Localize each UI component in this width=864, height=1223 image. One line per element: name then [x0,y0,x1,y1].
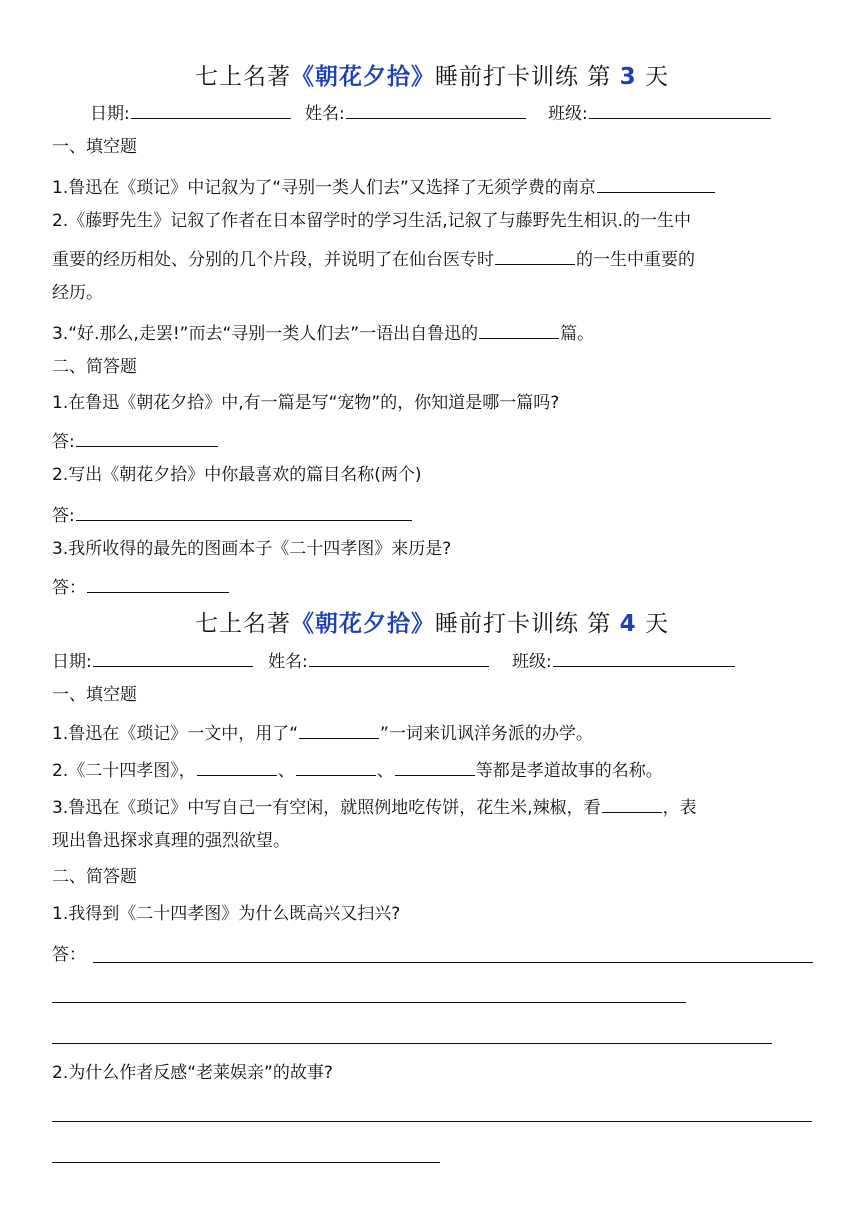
sheet2-section-short: 二、简答题 [52,867,137,887]
question-text: 篇。 [560,324,595,344]
sheet1-answer-2 [52,502,814,527]
sheet1-class-field[interactable] [548,100,772,125]
sheet1-question-1 [52,174,814,199]
answer-blank[interactable] [76,428,218,447]
name-label: 姓名: [268,652,308,672]
question-text: 3.鲁迅在《琐记》中写自己一有空闲，就照例地吃传饼，花生米,辣椒，看 [52,798,601,818]
title-day-number: 3 [619,64,637,90]
title-book: 《朝花夕拾》 [291,611,436,637]
date-blank[interactable] [93,648,253,667]
name-label: 姓名: [305,104,345,124]
sheet1-name-field[interactable] [305,100,527,125]
sheet2-question-1 [52,720,814,745]
answer-line[interactable] [52,1002,686,1003]
sheet1-short-question-1: 1.在鲁迅《朝花夕拾》中,有一篇是写“宠物”的，你知道是哪一篇吗? [52,393,560,413]
answer-blank[interactable] [597,174,715,193]
sheet2-class-field[interactable] [512,648,736,673]
sheet1-answer-1 [52,428,814,453]
sheet2-date-field[interactable] [52,648,254,673]
title-suffix: 天 [644,611,669,637]
sheet1-date-field[interactable] [90,100,292,125]
sheet2-question-2 [52,757,814,782]
class-label: 班级: [512,652,552,672]
sheet1-section-fill: 一、填空题 [52,137,137,157]
date-blank[interactable] [131,100,291,119]
title-middle: 睡前打卡训练 第 [435,64,612,90]
answer-blank[interactable] [479,320,559,339]
name-blank[interactable] [309,648,489,667]
answer-blank[interactable] [76,502,412,521]
sheet1-question-3 [52,320,814,345]
separator: 、 [277,761,295,781]
title-prefix: 七上名著 [195,64,292,90]
sheet2-question-3-line1 [52,794,814,819]
answer-blank[interactable] [299,720,379,739]
question-text: 3.“好.那么,走罢!”而去“寻别一类人们去”一语出自鲁迅的 [52,324,479,344]
title-suffix: 天 [644,64,669,90]
sheet2-title [0,605,864,638]
sheet1-question-2-line2 [52,246,814,271]
question-text: 的一生中重要的 [576,250,695,270]
sheet2-short-question-1: 1.我得到《二十四孝图》为什么既高兴又扫兴? [52,904,401,924]
answer-line[interactable] [52,1043,772,1044]
sheet2-short-question-2: 2.为什么作者反感“老莱娱亲”的故事? [52,1063,333,1083]
question-text: ，表 [662,798,697,818]
class-blank[interactable] [589,100,771,119]
sheet2-name-field[interactable] [268,648,490,673]
question-text: 等都是孝道故事的名称。 [475,761,663,781]
answer-label: 答: [52,506,75,526]
answer-blank[interactable] [296,757,376,776]
title-middle: 睡前打卡训练 第 [435,611,612,637]
answer-blank[interactable] [395,757,475,776]
sheet1-question-2-line3: 经历。 [52,283,103,303]
question-text: ”一词来讥讽洋务派的办学。 [380,724,593,744]
answer-line[interactable] [93,962,813,963]
sheet1-question-2-line1: 2.《藤野先生》记叙了作者在日本留学时的学习生活,记叙了与藤野先生相识.的一生中 [52,211,692,231]
date-label: 日期: [52,652,92,672]
class-blank[interactable] [553,648,735,667]
answer-line[interactable] [52,1162,440,1163]
answer-label: 答： [52,578,86,598]
title-prefix: 七上名著 [195,611,292,637]
date-label: 日期: [90,104,130,124]
answer-label: 答: [52,432,75,452]
sheet2-answer-1-label: 答： [52,945,86,965]
sheet1-title [0,58,864,91]
title-book: 《朝花夕拾》 [291,64,436,90]
sheet2-section-fill: 一、填空题 [52,685,137,705]
answer-blank[interactable] [197,757,277,776]
separator: 、 [376,761,394,781]
class-label: 班级: [548,104,588,124]
sheet1-short-question-3: 3.我所收得的最先的图画本子《二十四孝图》来历是? [52,539,452,559]
question-text: 1.鲁迅在《琐记》一文中，用了“ [52,724,299,744]
question-text: 1.鲁迅在《琐记》中记叙为了“寻别一类人们去”又选择了无须学费的南京 [52,178,596,198]
sheet1-answer-3 [52,574,814,599]
question-text: 重要的经历相处、分别的几个片段，并说明了在仙台医专时 [52,250,494,270]
answer-blank[interactable] [87,574,229,593]
answer-blank[interactable] [495,246,575,265]
question-text: 2.《二十四孝图》， [52,761,196,781]
sheet1-section-short: 二、简答题 [52,357,137,377]
answer-blank[interactable] [602,794,662,813]
title-day-number: 4 [619,611,637,637]
answer-line[interactable] [52,1121,812,1122]
sheet1-short-question-2: 2.写出《朝花夕拾》中你最喜欢的篇目名称(两个) [52,465,422,485]
sheet2-question-3-line2: 现出鲁迅探求真理的强烈欲望。 [52,831,290,851]
name-blank[interactable] [346,100,526,119]
